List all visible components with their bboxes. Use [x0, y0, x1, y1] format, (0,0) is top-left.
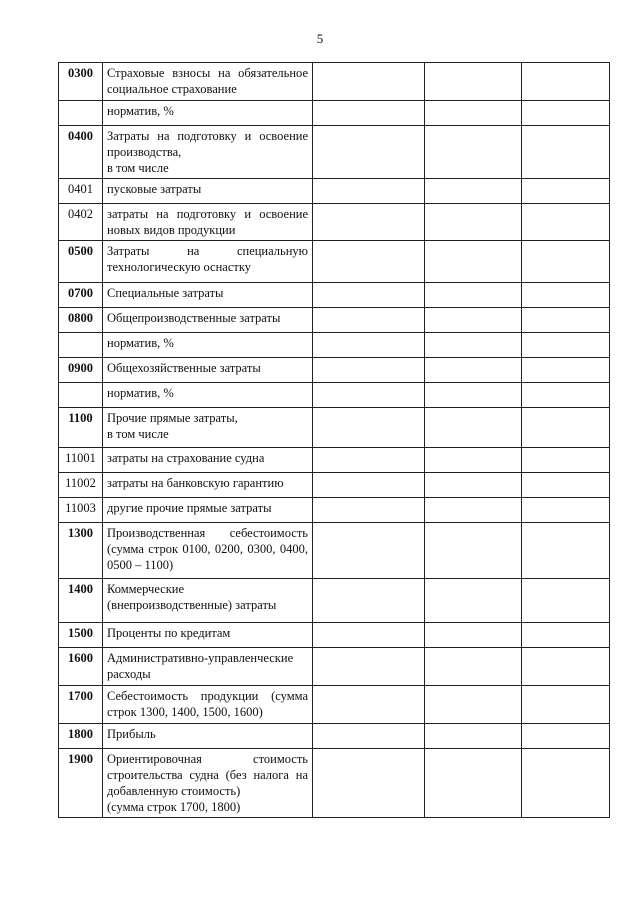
table-row	[59, 241, 610, 283]
value-cell	[522, 101, 610, 126]
value-cell	[522, 448, 610, 473]
value-cell	[425, 333, 522, 358]
table-row	[59, 623, 610, 648]
value-cell	[522, 63, 610, 101]
table-row	[59, 63, 610, 101]
table-row	[59, 749, 610, 818]
value-cell	[425, 126, 522, 179]
value-cell	[425, 523, 522, 579]
value-cell	[313, 63, 425, 101]
table-row	[59, 126, 610, 179]
value-cell	[425, 101, 522, 126]
row-name: затраты на подготовку и освоение новых видов продукции	[103, 204, 313, 241]
row-name: норматив, %	[103, 383, 313, 408]
table-row	[59, 179, 610, 204]
row-name: Прочие прямые затраты, в том числе	[103, 408, 313, 448]
cost-calculation-table	[58, 62, 610, 818]
table-row	[59, 308, 610, 333]
value-cell	[522, 358, 610, 383]
value-cell	[522, 408, 610, 448]
row-name: затраты на банковскую гарантию	[103, 473, 313, 498]
value-cell	[522, 241, 610, 283]
row-code: 1300	[59, 523, 103, 579]
row-code: 1100	[59, 408, 103, 448]
row-name: пусковые затраты	[103, 179, 313, 204]
value-cell	[522, 383, 610, 408]
row-code: 0800	[59, 308, 103, 333]
value-cell	[313, 448, 425, 473]
value-cell	[522, 126, 610, 179]
table-row	[59, 686, 610, 724]
row-name: Специальные затраты	[103, 283, 313, 308]
value-cell	[522, 204, 610, 241]
row-name: Административно-управленческие расходы	[103, 648, 313, 686]
value-cell	[425, 358, 522, 383]
row-name: другие прочие прямые затраты	[103, 498, 313, 523]
row-name: Затраты на подготовку и освоение производства, в том числе	[103, 126, 313, 179]
value-cell	[425, 283, 522, 308]
row-name: Себестоимость продукции (сумма строк 1300, 1400, 1500, 1600)	[103, 686, 313, 724]
value-cell	[522, 308, 610, 333]
row-name: Производственная себестоимость (сумма строк 0100, 0200, 0300, 0400, 0500 – 1100)	[103, 523, 313, 579]
value-cell	[522, 498, 610, 523]
row-name: Общехозяйственные затраты	[103, 358, 313, 383]
value-cell	[522, 333, 610, 358]
row-name: Проценты по кредитам	[103, 623, 313, 648]
row-code: 11003	[59, 498, 103, 523]
row-name: Ориентировочная стоимость строительства судна (без налога на добавленную стоимость) (сумма строк 1700, 1800)	[103, 749, 313, 818]
page-number: 5	[316, 31, 324, 46]
row-code: 1700	[59, 686, 103, 724]
row-code: 0900	[59, 358, 103, 383]
row-code: 0402	[59, 204, 103, 241]
row-code: 0700	[59, 283, 103, 308]
table-row	[59, 579, 610, 623]
row-code: 1900	[59, 749, 103, 818]
row-code: 1400	[59, 579, 103, 623]
table-row	[59, 724, 610, 749]
value-cell	[522, 749, 610, 818]
value-cell	[425, 383, 522, 408]
value-cell	[313, 473, 425, 498]
table-row	[59, 523, 610, 579]
value-cell	[313, 724, 425, 749]
row-code	[59, 333, 103, 358]
row-name: Страховые взносы на обязательное социальное страхование	[103, 63, 313, 101]
value-cell	[522, 724, 610, 749]
table-row	[59, 333, 610, 358]
row-code	[59, 101, 103, 126]
value-cell	[313, 126, 425, 179]
table-row	[59, 283, 610, 308]
row-code: 11002	[59, 473, 103, 498]
value-cell	[425, 686, 522, 724]
row-code: 1500	[59, 623, 103, 648]
row-name: Затраты на специальную технологическую оснастку	[103, 241, 313, 283]
value-cell	[313, 204, 425, 241]
value-cell	[425, 473, 522, 498]
value-cell	[425, 241, 522, 283]
value-cell	[425, 308, 522, 333]
table-row	[59, 473, 610, 498]
value-cell	[313, 408, 425, 448]
row-code: 1800	[59, 724, 103, 749]
row-code: 11001	[59, 448, 103, 473]
value-cell	[313, 383, 425, 408]
value-cell	[425, 579, 522, 623]
value-cell	[522, 579, 610, 623]
value-cell	[313, 333, 425, 358]
row-name: Прибыль	[103, 724, 313, 749]
row-name: затраты на страхование судна	[103, 448, 313, 473]
row-code: 0401	[59, 179, 103, 204]
value-cell	[313, 241, 425, 283]
table-row	[59, 101, 610, 126]
table-row	[59, 648, 610, 686]
row-name: норматив, %	[103, 101, 313, 126]
value-cell	[425, 204, 522, 241]
value-cell	[425, 648, 522, 686]
value-cell	[425, 408, 522, 448]
value-cell	[522, 283, 610, 308]
table-row	[59, 358, 610, 383]
value-cell	[522, 623, 610, 648]
value-cell	[425, 724, 522, 749]
value-cell	[522, 686, 610, 724]
row-name: Коммерческие (внепроизводственные) затраты	[103, 579, 313, 623]
value-cell	[313, 498, 425, 523]
value-cell	[313, 179, 425, 204]
value-cell	[425, 623, 522, 648]
value-cell	[313, 101, 425, 126]
row-code: 0400	[59, 126, 103, 179]
value-cell	[313, 283, 425, 308]
value-cell	[425, 749, 522, 818]
value-cell	[425, 179, 522, 204]
row-name: норматив, %	[103, 333, 313, 358]
value-cell	[313, 749, 425, 818]
row-code: 1600	[59, 648, 103, 686]
value-cell	[313, 648, 425, 686]
value-cell	[313, 523, 425, 579]
value-cell	[425, 498, 522, 523]
value-cell	[313, 686, 425, 724]
table-row	[59, 448, 610, 473]
value-cell	[522, 473, 610, 498]
value-cell	[522, 179, 610, 204]
table-row	[59, 498, 610, 523]
table-row	[59, 204, 610, 241]
value-cell	[522, 523, 610, 579]
value-cell	[313, 308, 425, 333]
value-cell	[313, 623, 425, 648]
table-row	[59, 383, 610, 408]
row-code: 0500	[59, 241, 103, 283]
row-code	[59, 383, 103, 408]
value-cell	[425, 448, 522, 473]
value-cell	[313, 358, 425, 383]
row-name: Общепроизводственные затраты	[103, 308, 313, 333]
value-cell	[522, 648, 610, 686]
row-code: 0300	[59, 63, 103, 101]
value-cell	[313, 579, 425, 623]
value-cell	[425, 63, 522, 101]
table-row	[59, 408, 610, 448]
